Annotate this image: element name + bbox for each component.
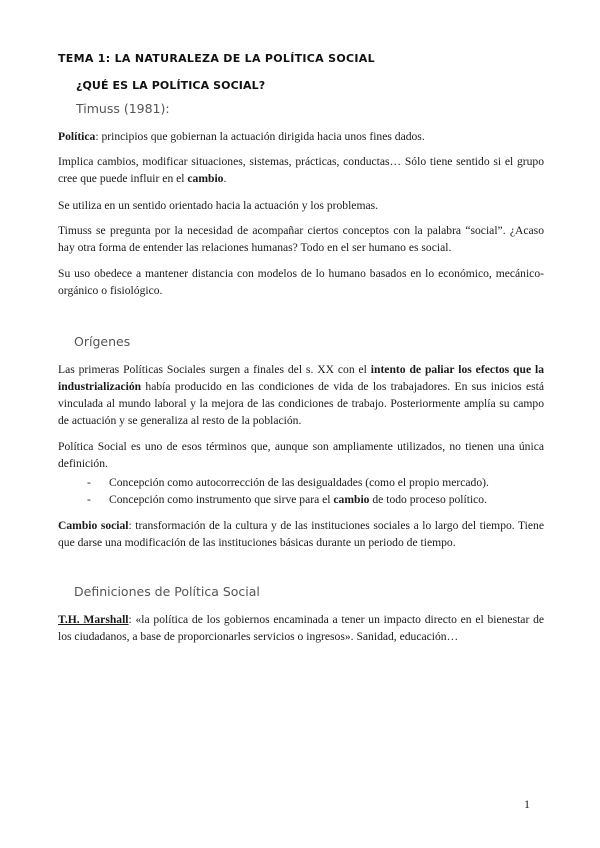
paragraph-text: había producido en las condiciones de vida de los trabajadores. En sus inicios está vinculada al mundo laboral y la mejora de las condiciones de trabajo. Posteriormente amplía su campo de actuación y se generaliza al resto de la población. (58, 380, 544, 427)
paragraph-text: Implica cambios, modificar situaciones, sistemas, prácticas, conductas… Sólo tiene sentido si el grupo cree que puede influir en el (58, 155, 544, 185)
list-bullet: - (87, 493, 91, 506)
paragraph-politica-definition (58, 128, 544, 145)
list-item-text (109, 474, 489, 491)
paragraph-cambio-social (58, 517, 544, 551)
section-heading-timuss: Timuss (1981): (76, 101, 170, 116)
term-politica: Política (58, 130, 96, 143)
paragraph-marshall (58, 611, 544, 645)
paragraph-timuss-pregunta: Timuss se pregunta por la necesidad de acompañar ciertos conceptos con la palabra “social”. ¿Acaso hay otra forma de entender las relaciones humanas? Todo en el ser humano es social. (58, 224, 544, 254)
paragraph-politica-social-terminos: Política Social es uno de esos términos que, aunque son ampliamente utilizados, no tienen una única definición. (58, 440, 544, 470)
list-bullet: - (87, 476, 91, 489)
paragraph-text: Las primeras Políticas Sociales surgen a finales del s. XX con el (58, 363, 371, 376)
paragraph-text: : principios que gobiernan la actuación dirigida hacia unos fines dados. (95, 130, 425, 143)
paragraph-text: : «la política de los gobiernos encaminada a tener un impacto directo en el bienestar de los ciudadanos, a base de proporcionarles servicios o ingresos». Sanidad, educación… (58, 613, 545, 643)
paragraph-implica-cambios (58, 153, 544, 187)
paragraph-text: . (223, 172, 227, 185)
list-item-text-end: de todo proceso político. (369, 493, 488, 506)
term-cambio-social: Cambio social (58, 519, 129, 532)
document-subtitle: ¿QUÉ ES LA POLÍTICA SOCIAL? (76, 79, 266, 92)
term-cambio: cambio (187, 172, 224, 185)
term-marshall: T.H. Marshall (58, 613, 129, 626)
paragraph-uso-obedece: Su uso obedece a mantener distancia con modelos de lo humano basados en lo económico, mecánico-orgánico o fisiológico. (58, 267, 544, 297)
list-item-bold: cambio (333, 493, 370, 506)
emphasis-intento-paliar: intento de paliar los efectos que la industrialización (58, 363, 544, 393)
list-item-text-start: Concepción como autocorrección de las desigualdades (como el propio mercado). (109, 476, 489, 489)
paragraph-primeras-politicas (58, 361, 544, 429)
section-heading-origenes: Orígenes (74, 334, 131, 349)
document-title: TEMA 1: LA NATURALEZA DE LA POLÍTICA SOCIAL (58, 52, 375, 65)
section-heading-definiciones: Definiciones de Política Social (74, 584, 260, 599)
list-item-text (109, 491, 487, 508)
paragraph-sentido-orientado: Se utiliza en un sentido orientado hacia la actuación y los problemas. (58, 199, 379, 212)
paragraph-text: : transformación de la cultura y de las instituciones sociales a lo largo del tiempo. Tiene que darse una modificación de las instituciones básicas durante un periodo de tiempo. (58, 519, 544, 549)
page-number: 1 (524, 797, 530, 811)
list-item-text-start: Concepción como instrumento que sirve para el (109, 493, 334, 506)
